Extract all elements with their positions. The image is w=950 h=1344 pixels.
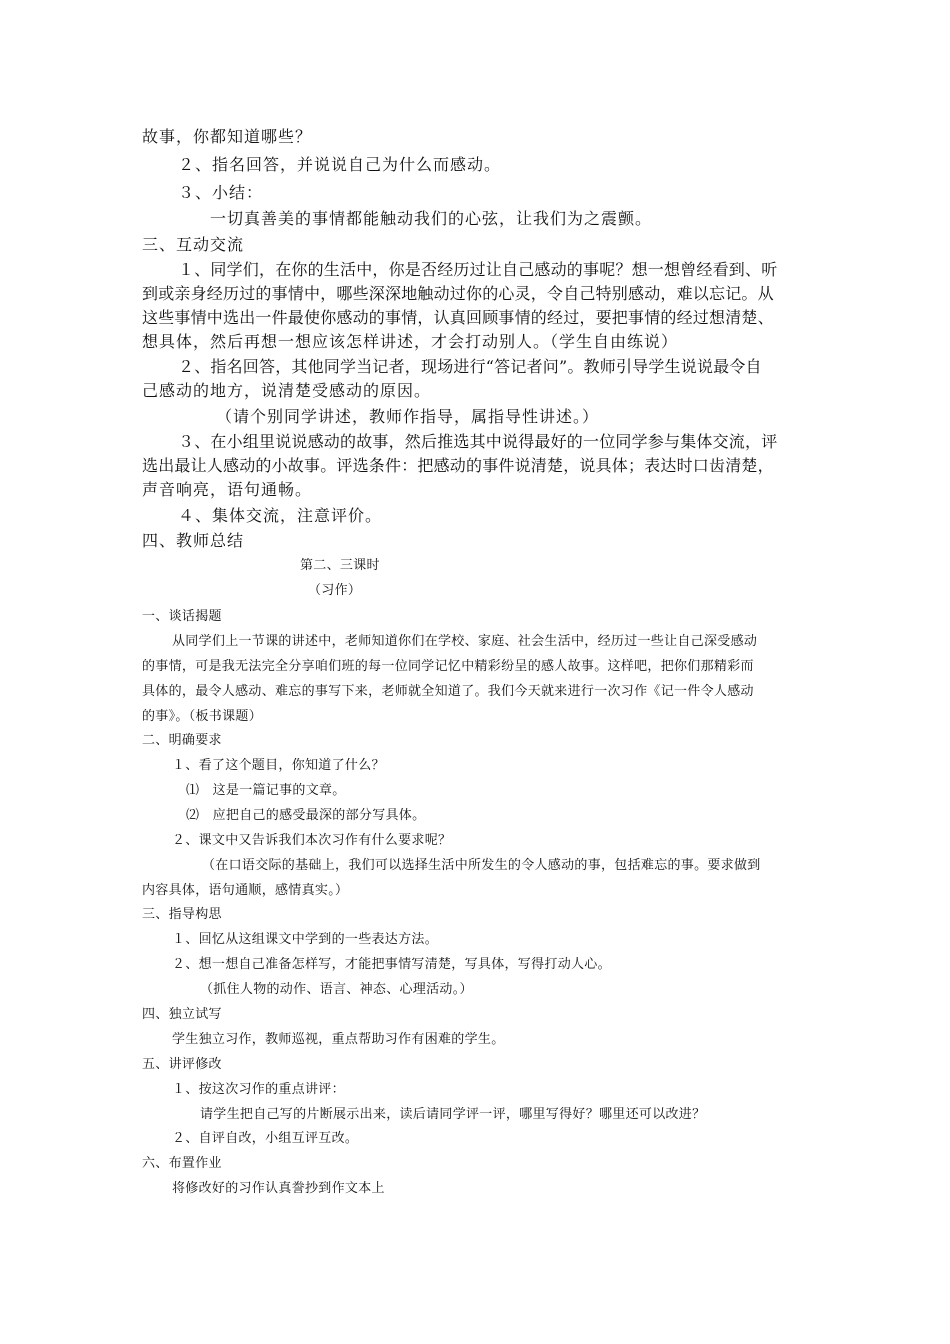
section-heading: 六、布置作业	[142, 1156, 222, 1171]
section-heading: 一、谈话揭题	[142, 609, 222, 624]
text-line: 这些事情中选出一件最使你感动的事情，认真回顾事情的经过，要把事情的经过想清楚、	[142, 308, 774, 327]
text-line: 具体的，最令人感动、难忘的事写下来，老师就全知道了。我们今天就来进行一次习作《记一件令人感动	[142, 684, 754, 699]
section-heading: 三、指导构思	[142, 907, 222, 922]
text-line: １、看了这个题目，你知道了什么？	[172, 758, 385, 773]
section-heading: 三、互动交流	[142, 235, 245, 254]
text-line: 从同学们上一节课的讲述中，老师知道你们在学校、家庭、社会生活中，经历过一些让自己深受感动	[172, 634, 758, 649]
text-line: 请学生把自己写的片断展示出来，读后请同学评一评，哪里写得好？哪里还可以改进？	[200, 1107, 706, 1122]
lesson-title: 第二、三课时	[300, 558, 380, 573]
text-line: 一切真善美的事情都能触动我们的心弦，让我们为之震颤。	[210, 209, 653, 228]
text-line: 己感动的地方，说清楚受感动的原因。	[142, 381, 432, 400]
text-line: 到或亲身经历过的事情中，哪些深深地触动过你的心灵，令自己特别感动，难以忘记。从	[142, 284, 774, 303]
text-line: 声音响亮，语句通畅。	[142, 480, 313, 499]
text-line: 的事情，可是我无法完全分享咱们班的每一位同学记忆中精彩纷呈的感人故事。这样吧，把你们那精彩而	[142, 659, 754, 674]
text-line: 将修改好的习作认真誊抄到作文本上	[172, 1181, 385, 1196]
lesson-subtitle: （习作）	[308, 583, 362, 598]
text-line: ２、指名回答，其他同学当记者，现场进行“答记者问”。教师引导学生说说最令自	[178, 357, 762, 376]
text-line: 想具体，然后再想一想应该怎样讲述，才会打动别人。（学生自由练说）	[142, 332, 679, 351]
text-line: （在口语交际的基础上，我们可以选择生活中所发生的令人感动的事，包括难忘的事。要求做到	[202, 858, 761, 873]
text-line: ⑵ 应把自己的感受最深的部分写具体。	[186, 808, 426, 823]
text-line: ２、指名回答，并说说自己为什么而感动。	[178, 155, 502, 174]
text-line: １、按这次习作的重点讲评：	[172, 1082, 345, 1097]
text-line: ２、想一想自己准备怎样写，才能把事情写清楚，写具体，写得打动人心。	[172, 957, 611, 972]
text-line: （请个别同学讲述，教师作指导，属指导性讲述。）	[216, 407, 600, 426]
text-line: １、回忆从这组课文中学到的一些表达方法。	[172, 932, 439, 947]
text-line: 内容具体，语句通顺，感情真实。）	[142, 883, 349, 898]
text-line: 学生独立习作，教师巡视，重点帮助习作有困难的学生。	[172, 1032, 505, 1047]
section-heading: 二、明确要求	[142, 733, 222, 748]
section-heading: 五、讲评修改	[142, 1057, 222, 1072]
text-line: ３、在小组里说说感动的故事，然后推选其中说得最好的一位同学参与集体交流，评	[178, 432, 778, 451]
text-line: ⑴ 这是一篇记事的文章。	[186, 783, 346, 798]
text-line: ３、小结：	[178, 183, 264, 202]
text-line: ２、课文中又告诉我们本次习作有什么要求呢？	[172, 833, 452, 848]
section-heading: 四、独立试写	[142, 1007, 222, 1022]
text-line: 选出最让人感动的小故事。评选条件：把感动的事件说清楚，说具体；表达时口齿清楚，	[142, 456, 774, 475]
text-line: （抓住人物的动作、语言、神态、心理活动。）	[200, 982, 473, 997]
text-line: ２、自评自改，小组互评互改。	[172, 1131, 359, 1146]
text-line: ４、集体交流，注意评价。	[178, 506, 383, 525]
text-line: 故事，你都知道哪些？	[142, 127, 313, 146]
text-line: 的事》。（板书课题）	[142, 709, 263, 724]
text-line: １、同学们，在你的生活中，你是否经历过让自己感动的事呢？想一想曾经看到、听	[178, 260, 778, 279]
section-heading: 四、教师总结	[142, 531, 245, 550]
